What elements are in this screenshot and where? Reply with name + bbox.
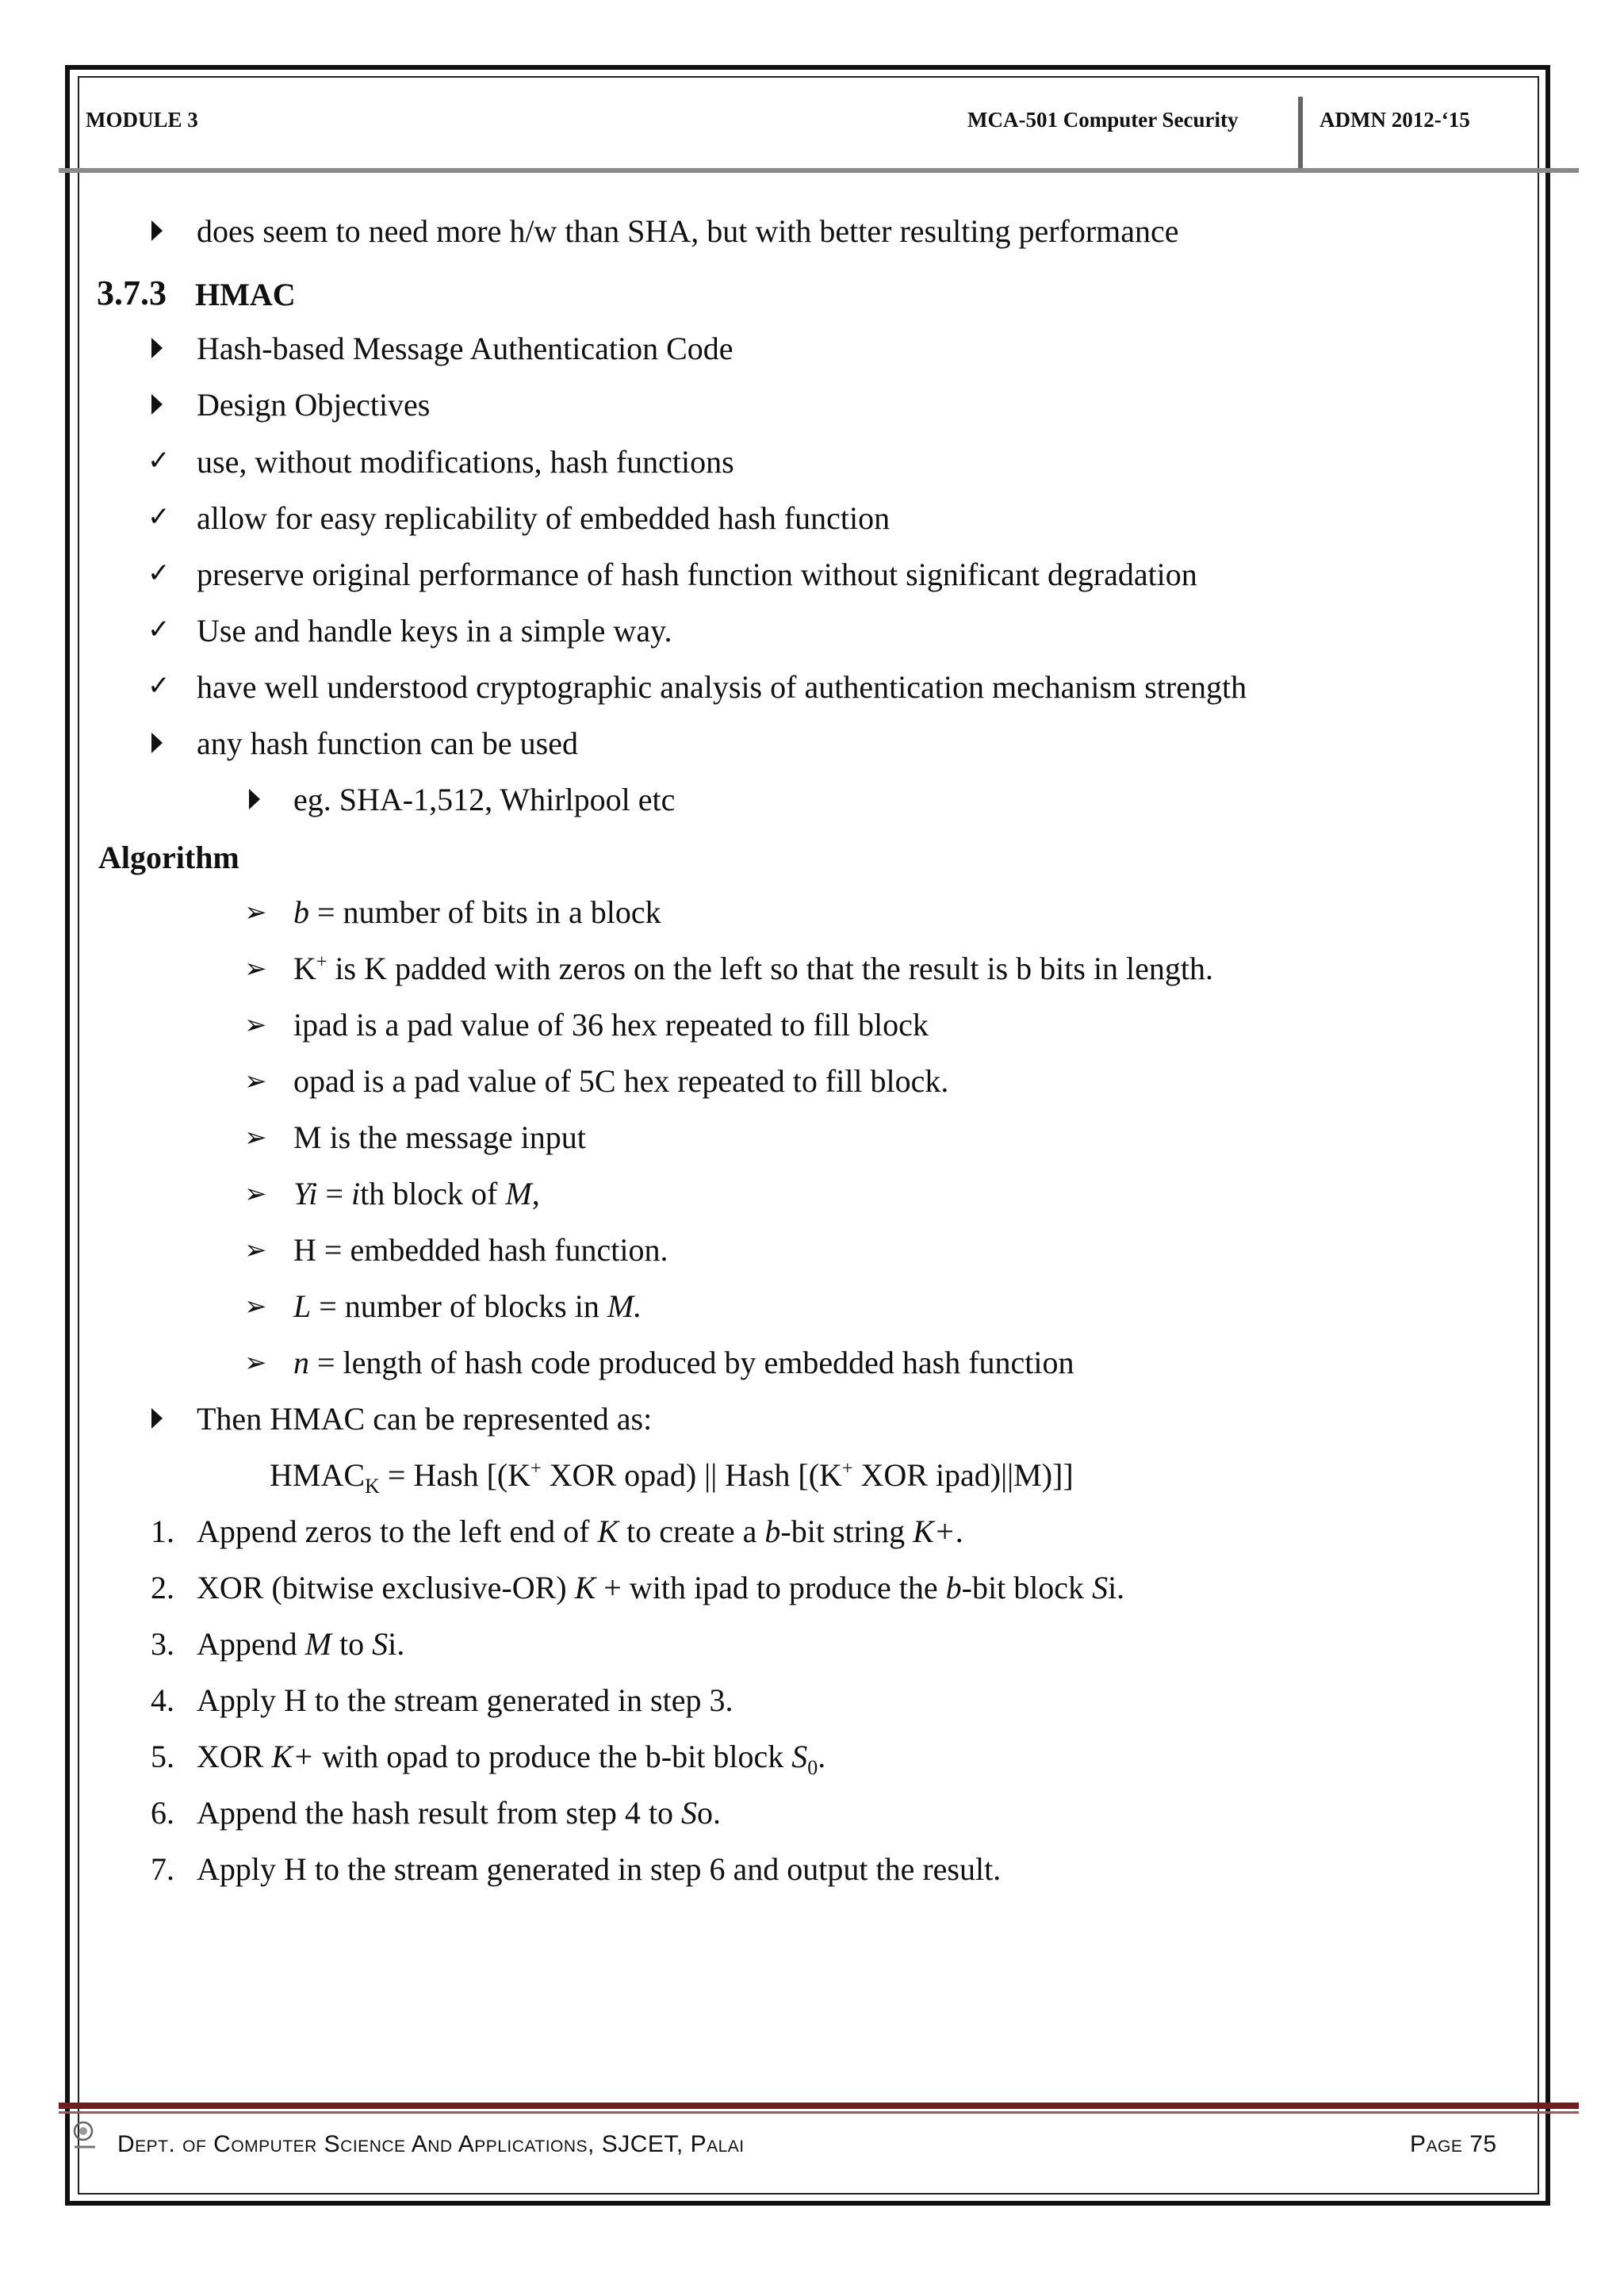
step-item: Apply H to the stream generated in step 6 and output the result. [197,1851,1002,1887]
arrow-bullet-icon: ➢ [244,1234,267,1266]
arrow-bullet-icon: ➢ [244,1009,267,1041]
checkmark-icon: ✓ [147,557,170,589]
step-item: XOR (bitwise exclusive-OR) K + with ipad to produce the b-bit block Si. [197,1570,1125,1605]
checkmark-icon: ✓ [147,501,170,533]
step-number: 6. [151,1795,174,1831]
checkmark-icon: ✓ [147,614,170,645]
check-item: Use and handle keys in a simple way. [197,613,672,649]
arrow-bullet-icon: ➢ [244,1178,267,1210]
bullet-triangle-icon [151,394,163,415]
header-module: MODULE 3 [86,108,198,132]
check-item: use, without modifications, hash functions [197,444,734,480]
section-title: HMAC [195,277,296,312]
bullet-item: Then HMAC can be represented as: [197,1401,653,1437]
bullet-triangle-icon [151,220,163,241]
hmac-formula: $HMAC_K$ = Hash [(K+ XOR opad) || Hash [(K+ XOR ipad)||M)]] [270,1457,1074,1498]
header-admn: ADMN 2012-‘15 [1320,108,1470,132]
definition-item: H = embedded hash function. [293,1232,668,1268]
bullet-triangle-icon [151,733,163,753]
bullet-triangle-icon [151,1408,163,1429]
step-item: Append M to Si. [197,1626,405,1662]
arrow-bullet-icon: ➢ [244,1347,267,1379]
step-number: 7. [151,1851,174,1887]
step-number: 4. [151,1682,174,1718]
arrow-bullet-icon: ➢ [244,1291,267,1322]
definition-item: b = number of bits in a block [293,894,661,930]
footer-rule-thin [59,2111,1579,2114]
checkmark-icon: ✓ [147,670,170,702]
header-divider [1298,97,1303,170]
algorithm-heading: Algorithm [98,840,239,875]
bullet-triangle-icon [151,338,163,358]
footer-page-number: Page 75 [1410,2131,1497,2157]
step-number: 3. [151,1626,174,1662]
bullet-item: any hash function can be used [197,725,578,761]
step-item: Apply H to the stream generated in step 3. [197,1682,733,1718]
definition-item: opad is a pad value of 5C hex repeated to fill block. [293,1063,949,1099]
sub-bullet-item: eg. SHA-1,512, Whirlpool etc [293,782,676,817]
check-item: preserve original performance of hash function without significant degradation [197,557,1197,592]
step-number: 5. [151,1739,174,1774]
arrow-bullet-icon: ➢ [244,897,267,928]
college-logo-icon [71,2118,98,2150]
check-item: have well understood cryptographic analysis of authentication mechanism strength [197,669,1247,705]
header-rule [59,168,1579,173]
arrow-bullet-icon: ➢ [244,1066,267,1097]
bullet-item: Hash-based Message Authentication Code [197,331,733,366]
definition-item: n = length of hash code produced by embedded hash function [293,1345,1074,1380]
footer-rule [59,2103,1579,2109]
text-line: does seem to need more h/w than SHA, but with better resulting performance [197,213,1179,249]
definition-item: ipad is a pad value of 36 hex repeated to fill block [293,1007,929,1043]
step-item: Append the hash result from step 4 to So. [197,1795,721,1831]
step-number: 1. [151,1513,174,1549]
definition-item: Yi = ith block of M, [293,1176,540,1211]
bullet-item: Design Objectives [197,387,431,423]
arrow-bullet-icon: ➢ [244,1122,267,1154]
checkmark-icon: ✓ [147,445,170,476]
definition-item: K+ is K padded with zeros on the left so that the result is b bits in length. [293,951,1214,986]
step-item: Append zeros to the left end of K to create a b-bit string K+. [197,1513,963,1549]
footer-department: Dept. of Computer Science And Applications, SJCET, Palai [117,2131,745,2157]
definition-item: M is the message input [293,1119,586,1155]
step-item: XOR K+ with opad to produce the b-bit block $S_0$. [197,1739,826,1779]
arrow-bullet-icon: ➢ [244,953,267,985]
check-item: allow for easy replicability of embedded hash function [197,500,891,536]
step-number: 2. [151,1570,174,1605]
bullet-triangle-icon [249,789,260,809]
section-number: 3.7.3 [97,274,167,312]
header-course: MCA-501 Computer Security [967,108,1239,132]
definition-item: L = number of blocks in M. [293,1288,642,1324]
